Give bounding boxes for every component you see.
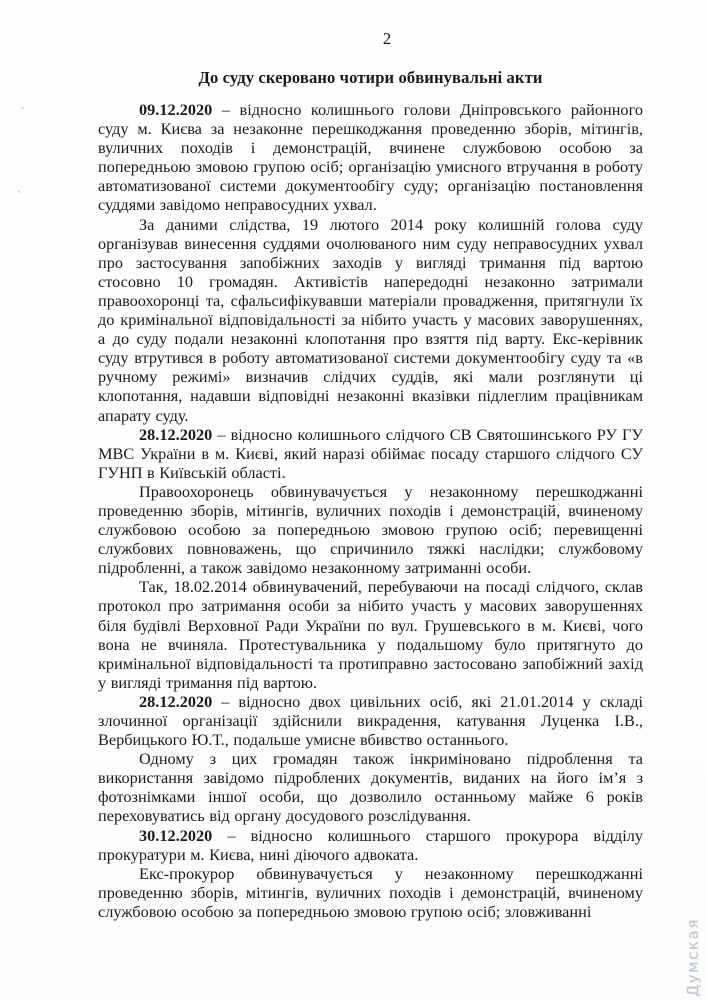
scan-speck — [21, 107, 24, 109]
paragraph: 28.12.2020 – відносно двох цивільних осіб, які 21.01.2014 у складі злочинної організації здійснили викрадення, катування Луценка І.В., Вербицького Ю.Т., подальше умисне вбивство останнього. — [98, 691, 643, 750]
paragraph: 30.12.2020 – відносно колишнього старшого прокурора відділу прокуратури м. Києва, нині діючого адвоката. — [98, 825, 643, 864]
scan-speck — [18, 190, 20, 193]
paragraph-date: 09.12.2020 — [139, 100, 213, 119]
paragraph: Одному з цих громадян також інкриміновано підроблення та використання завідомо підроблених документів, виданих на його ім’я з фотознімками іншої особи, що дозволило останньому майже 6 років переховуватись від органу досудового розслідування. — [98, 749, 643, 826]
document-body — [98, 100, 643, 921]
paragraph: 09.12.2020 – відносно колишнього голови Дніпровського районного суду м. Києва за незаконне перешкоджання проведенню зборів, мітингів, вуличних походів і демонстрацій, вчинене службовою особою за попередньою змовою групою осіб; організацію умисного втручання в роботу автоматизованої системи документообігу суду; організацію постановлення суддями завідомо неправосудних ухвал. — [98, 100, 643, 215]
paragraph-date: 28.12.2020 — [139, 691, 213, 711]
paragraph: 28.12.2020 – відносно колишнього слідчого СВ Святошинського РУ ГУ МВС України в м. Києві, який наразі обіймає посаду старшого слідчого СУ ГУНП в Київській області. — [98, 424, 643, 482]
paragraph-date: 28.12.2020 — [139, 424, 213, 444]
watermark-dumskaya: Думская — [684, 918, 702, 997]
paragraph: Екс-прокурор обвинувачується у незаконному перешкоджанні проведенню зборів, мітингів, вуличних походів і демонстрацій, вчиненому службовою особою за попередньою змовою групою осіб; зловживанні — [98, 863, 643, 921]
paragraph: За даними слідства, 19 лютого 2014 року колишній голова суду організував винесення суддями очолюваного ним суду неправосудних ухвал про застосування запобіжних заходів у вигляді тримання під вартою стосовно 10 громадян. Активістів напередодні незаконно затримали правоохоронці та, сфальсифікувавши матеріали провадження, притягнули їх до кримінальної відповідальності за нібито участь у масових заворушеннях, а до суду подали незаконні клопотання про взяття під варту. Екс-керівник суду втрутився в роботу автоматизованої системи документообігу суду та «в ручному режимі» визначив слідчих суддів, які мали розглянути ці клопотання, надавши відповідні незаконні вказівки підлеглим працівникам апарату суду. — [98, 214, 643, 425]
paragraph: Правоохоронець обвинувачується у незаконному перешкоджанні проведенню зборів, мітингів, вуличних походів і демонстрацій, вчиненому службовою особою за попередньою змовою групою осіб; перевищенні службових повноважень, що спричинило тяжкі наслідки; службовому підробленні, а також завідомо незаконному затриманні особи. — [98, 481, 643, 578]
paragraph-date: 30.12.2020 — [139, 825, 213, 845]
paragraph: Так, 18.02.2014 обвинувачений, перебуваючи на посаді слідчого, склав протокол про затримання особи за нібито участь у масових заворушеннях біля будівлі Верховної Ради України по вул. Грушевського в м. Києві, чого вона не вчиняла. Протестувальника у подальшому було притягнуто до кримінальної відповідальності та протиправно застосовано запобіжний захід у вигляді тримання під вартою. — [98, 577, 643, 692]
page-number: 2 — [382, 29, 392, 48]
document-heading: До суду скеровано чотири обвинувальні акти — [198, 68, 543, 87]
